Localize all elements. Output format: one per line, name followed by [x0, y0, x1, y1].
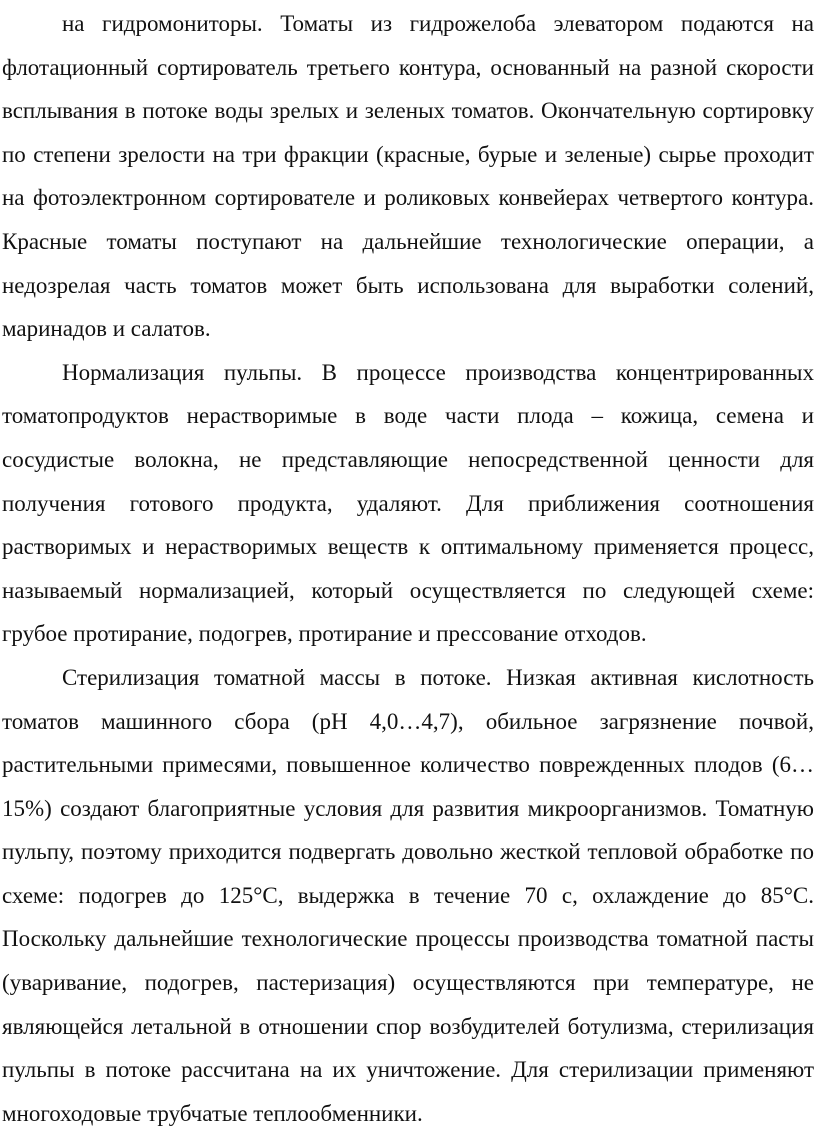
paragraph-pulp-normalization: Нормализация пульпы. В процессе производства концентрированных томатопродуктов нерастворимые в воде части плода – кожица, семена и сосудистые волокна, не представляющие непосредственной ценности для получения готового продукта, удаляют. Для приближения соотношения растворимых и нерастворимых веществ к оптимальному применяется процесс, называемый нормализацией, который осуществляется по следующей схеме: грубое протирание, подогрев, протирание и прессование отходов.	[2, 359, 814, 647]
paragraph-sorting-continuation: на гидромониторы. Томаты из гидрожелоба элеватором подаются на флотационный сортирователь третьего контура, основанный на разной скорости всплывания в потоке воды зрелых и зеленых томатов. Окончательную сортировку по степени зрелости на три фракции (красные, бурые и зеленые) сырье проходит на фотоэлектронном сортирователе и роликовых конвейерах четвертого контура. Красные томаты поступают на дальнейшие технологические операции, а недозрелая часть томатов может быть использована для выработки солений, маринадов и салатов.	[2, 11, 814, 342]
paragraph-mass-sterilization: Стерилизация томатной массы в потоке. Низкая активная кислотность томатов машинного сбора (рН 4,0…4,7), обильное загрязнение почвой, растительными примесями, повышенное количество поврежденных плодов (6…15%) создают благоприятные условия для развития микроорганизмов. Томатную пульпу, поэтому приходится подвергать довольно жесткой тепловой обработке по схеме: подогрев до 125°С, выдержка в течение 70 с, охлаждение до 85°С. Поскольку дальнейшие технологические процессы производства томатной пасты (уваривание, подогрев, пастеризация) осуществляются при температуре, не являющейся летальной в отношении спор возбудителей ботулизма, стерилизация пульпы в потоке рассчитана на их уничтожение. Для стерилизации применяют многоходовые трубчатые теплообменники.	[2, 664, 814, 1126]
